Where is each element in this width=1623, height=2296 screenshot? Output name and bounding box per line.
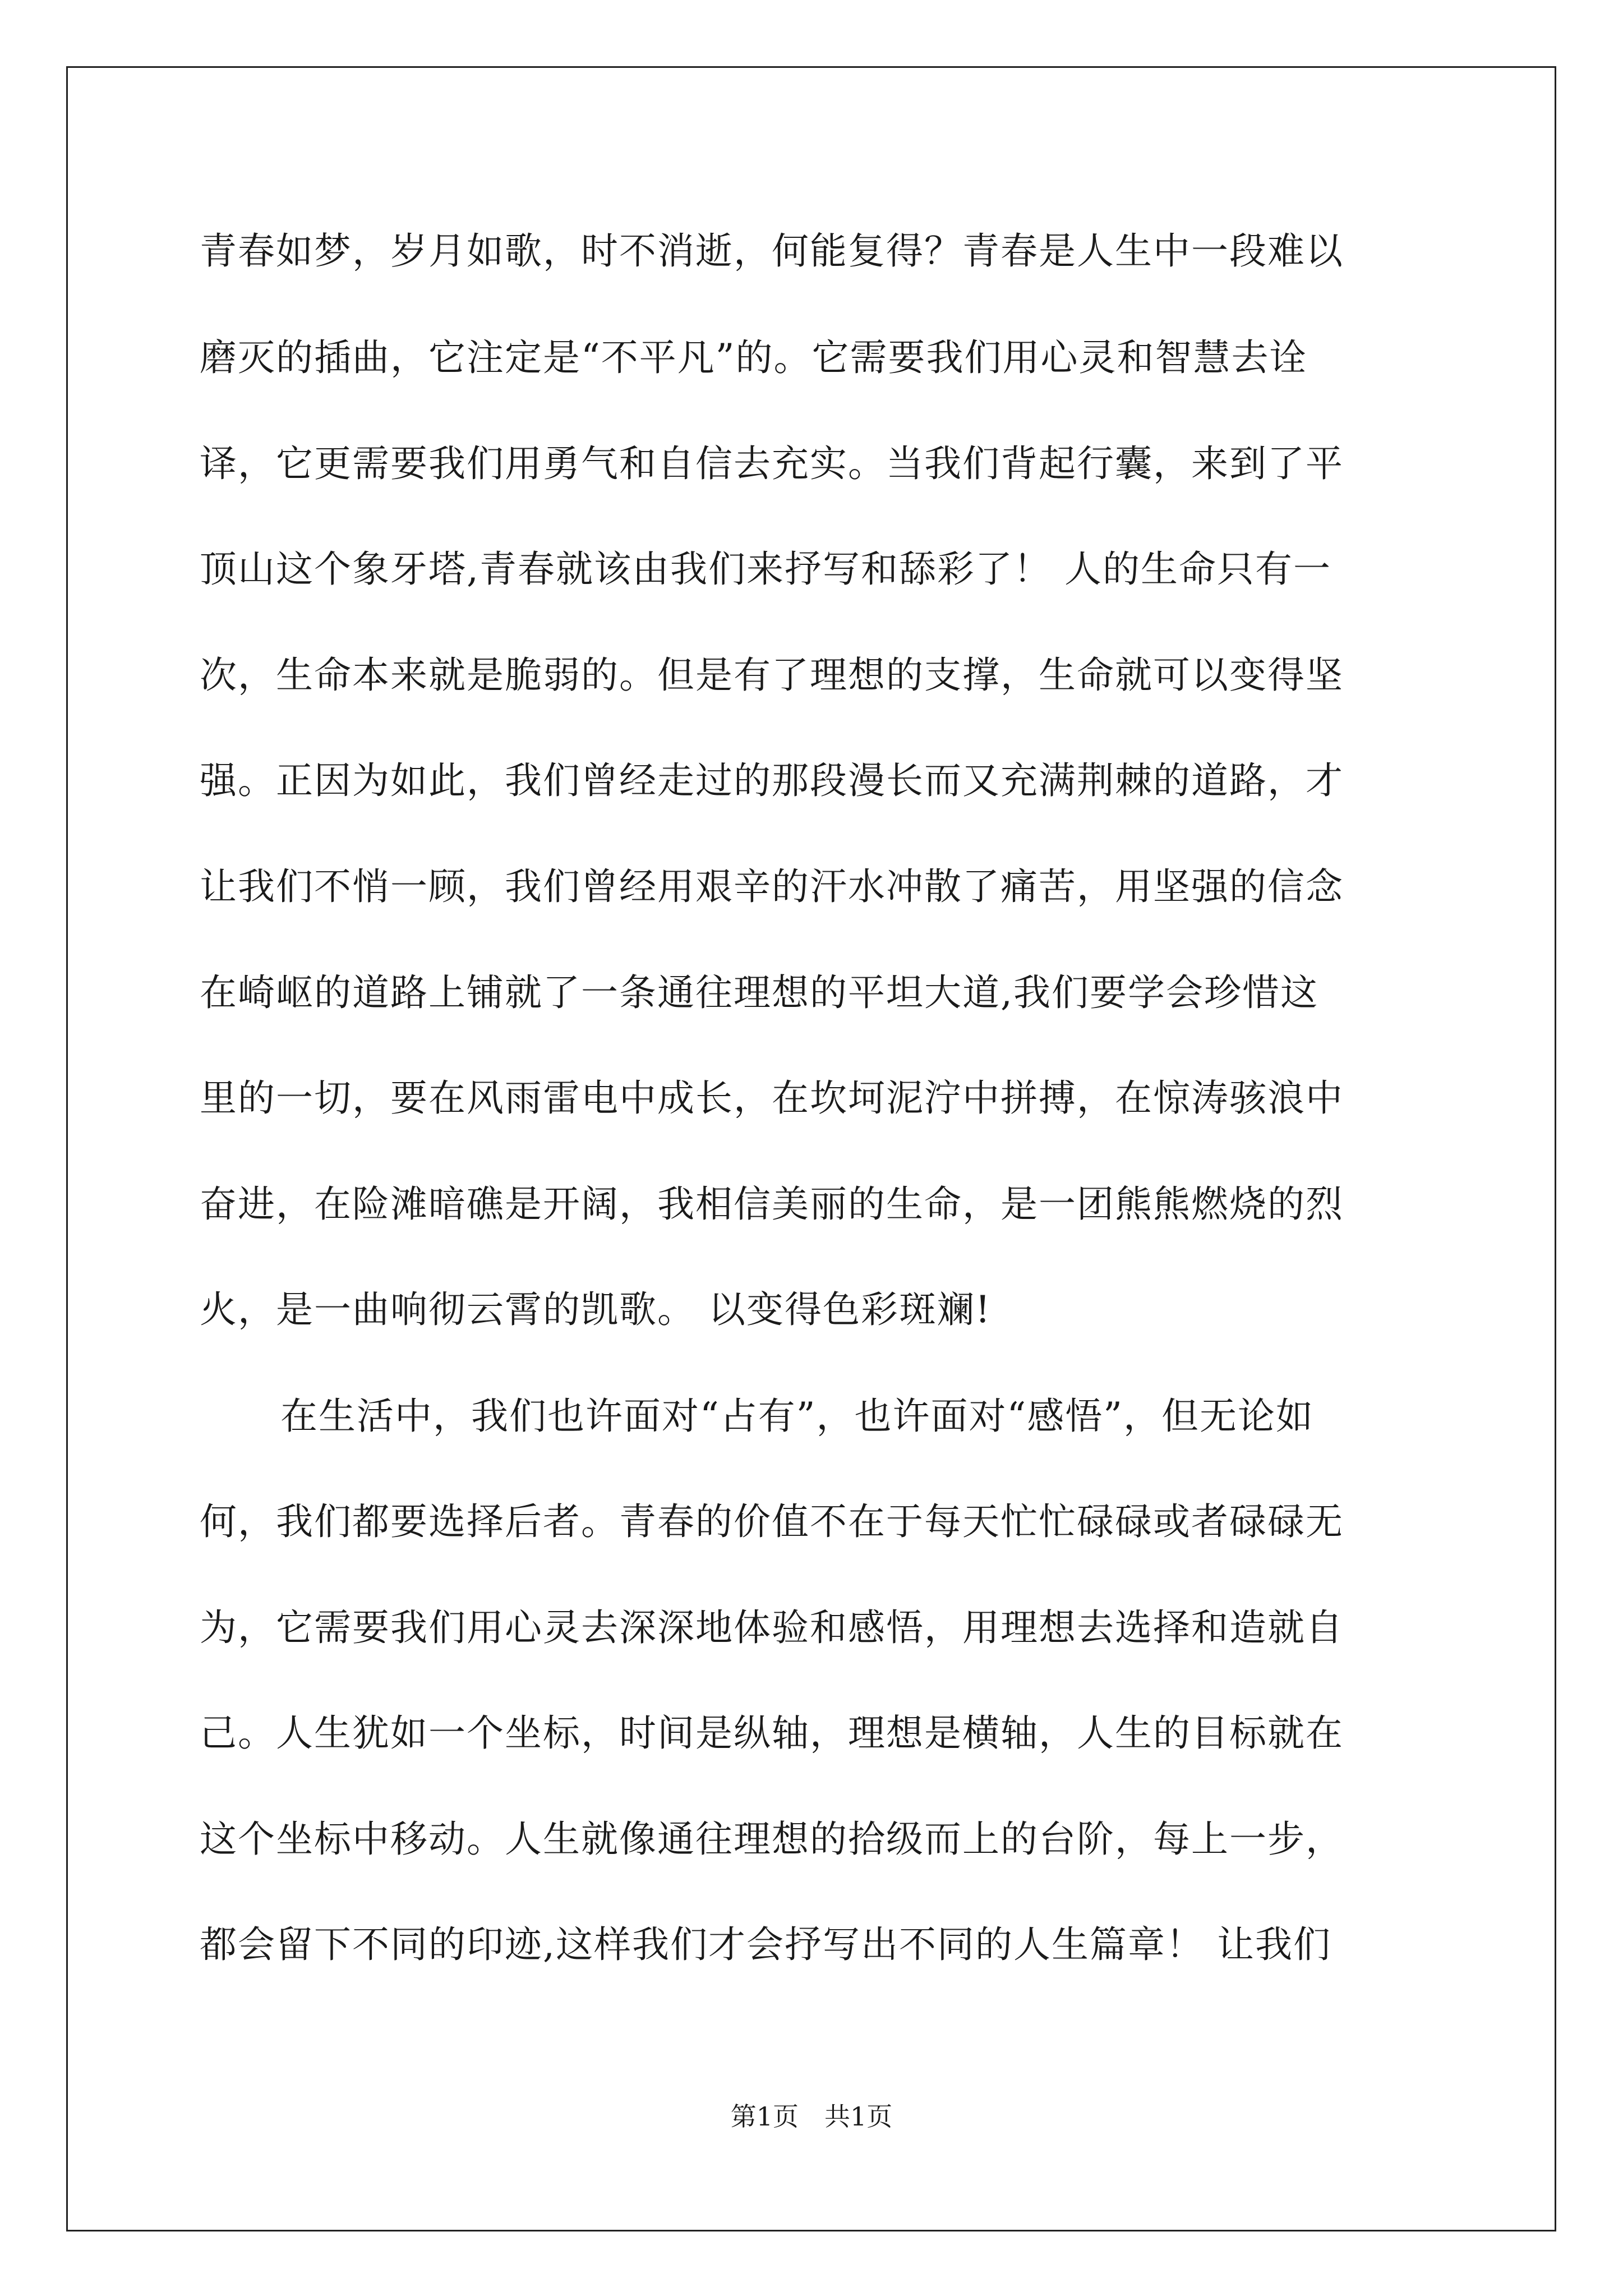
body-text-line: 奋进，在险滩暗礁是开阔，我相信美丽的生命，是一团熊熊燃烧的烈 (200, 1182, 1344, 1226)
body-text-line: 次，生命本来就是脆弱的。但是有了理想的支撑，生命就可以变得坚 (200, 654, 1344, 697)
page-border (66, 66, 1556, 2231)
body-text-line: 磨灭的插曲，它注定是“不平凡”的。它需要我们用心灵和智慧去诠 (200, 336, 1308, 379)
body-text-line: 强。正因为如此，我们曾经走过的那段漫长而又充满荆棘的道路，才 (200, 759, 1344, 802)
body-text-line: 青春如梦，岁月如歌，时不消逝，何能复得？青春是人生中一段难以 (200, 229, 1344, 273)
body-text-line: 这个坐标中移动。人生就像通往理想的拾级而上的台阶，每上一步， (200, 1818, 1344, 1861)
paragraph-first-line: 在生活中，我们也许面对“占有”，也许面对“感悟”，但无论如 (280, 1395, 1314, 1438)
body-text-line: 火，是一曲响彻云霄的凯歌。 以变得色彩斑斓! (200, 1288, 992, 1331)
body-text-line: 让我们不悄一顾，我们曾经用艰辛的汗水冲散了痛苦，用坚强的信念 (200, 865, 1344, 908)
body-text-line: 里的一切，要在风雨雷电中成长，在坎坷泥泞中拼搏，在惊涛骇浪中 (200, 1076, 1344, 1120)
body-text-line: 为，它需要我们用心灵去深深地体验和感悟，用理想去选择和造就自 (200, 1606, 1344, 1649)
body-text-line: 都会留下不同的印迹,这样我们才会抒写出不同的人生篇章！ 让我们 (200, 1923, 1331, 1966)
body-text-line: 在崎岖的道路上铺就了一条通往理想的平坦大道,我们要学会珍惜这 (200, 971, 1318, 1014)
body-text-line: 己。人生犹如一个坐标，时间是纵轴，理想是横轴，人生的目标就在 (200, 1711, 1344, 1755)
body-text-line: 译，它更需要我们用勇气和自信去充实。当我们背起行囊，来到了平 (200, 442, 1344, 485)
body-text-line: 何，我们都要选择后者。青春的价值不在于每天忙忙碌碌或者碌碌无 (200, 1500, 1344, 1543)
body-text-line: 顶山这个象牙塔,青春就该由我们来抒写和舔彩了！ 人的生命只有一 (200, 547, 1331, 591)
page-number-footer: 第1页 共1页 (730, 2101, 893, 2132)
